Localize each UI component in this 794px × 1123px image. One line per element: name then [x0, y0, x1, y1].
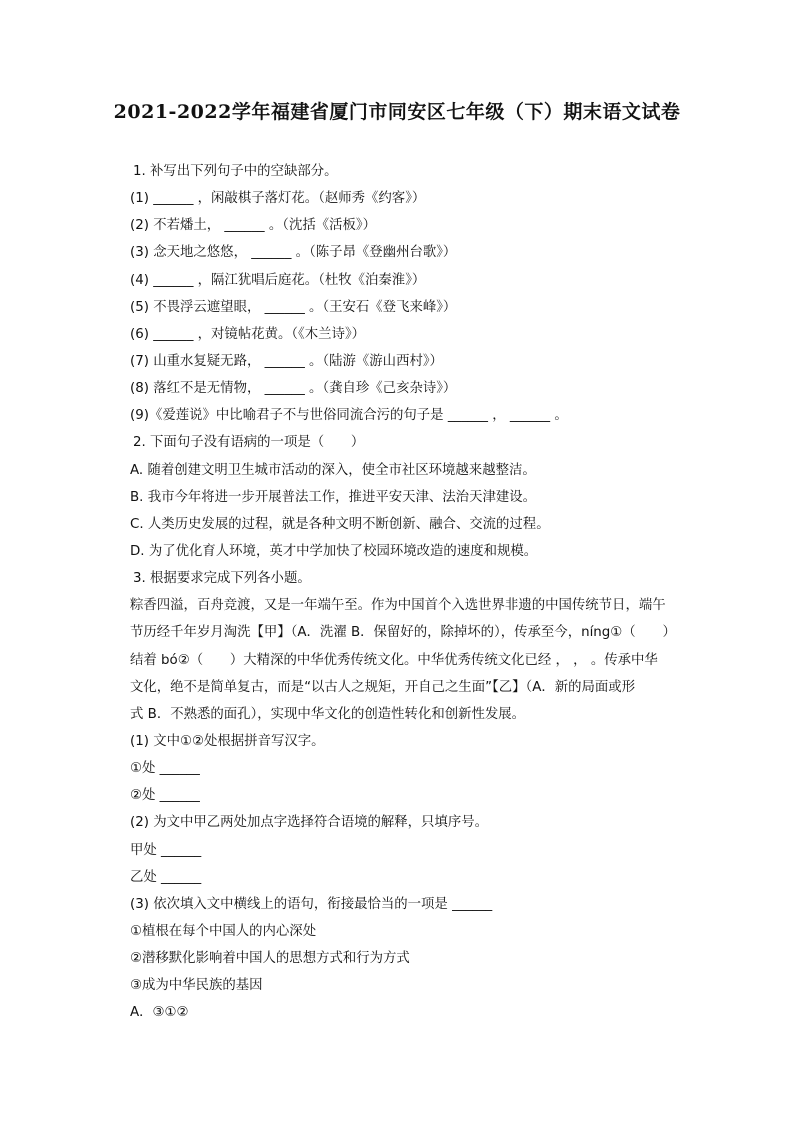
page-title: 2021-2022学年福建省厦门市同安区七年级（下）期末语文试卷	[113, 101, 681, 123]
q3-sub-2: (2) 为文中甲乙两处加点字选择符合语境的解释，只填序号。	[130, 815, 488, 831]
q1-item-9: (9)《爱莲说》中比喻君子不与世俗同流合污的句子是 ______ ， ______ 。	[130, 408, 568, 424]
passage-line-1: 粽香四溢，百舟竞渡，又是一年端午至。作为中国首个入选世界非遗的中国传统节日，端午	[130, 598, 666, 614]
q3-sub-1: (1) 文中①②处根据拼音写汉字。	[130, 733, 325, 749]
exam-content	[130, 158, 690, 1027]
q3-sub-1-answer-2: ②处 ______	[130, 788, 200, 804]
passage-line-4: 文化，绝不是简单复古，而是“以古人之规矩，开自己之生面”【乙】（A．新的局面或形	[130, 679, 636, 695]
q1-item-7: (7) 山重水复疑无路， ______ 。（陆游《游山西村》）	[130, 353, 443, 369]
q1-item-5: (5) 不畏浮云遮望眼， ______ 。（王安石《登飞来峰》）	[130, 299, 457, 315]
question-2-stem: 2. 下面句子没有语病的一项是（ ）	[133, 435, 365, 451]
q3-sub-2-answer-2: 乙处 ______	[130, 869, 202, 885]
q1-item-6: (6) ______ ，对镜帖花黄。（《木兰诗》）	[130, 326, 366, 342]
q2-option-c: C. 人类历史发展的过程，就是各种文明不断创新、融合、交流的过程。	[130, 516, 550, 532]
q3-sub-3-choice-2: ②潜移默化影响着中国人的思想方式和行为方式	[130, 951, 410, 967]
passage-line-3: 结着 bó②（ ）大精深的中华优秀传统文化。中华优秀传统文化已经 ， ， 。传承中华	[130, 652, 658, 668]
q3-sub-3-option-a: A．③①②	[130, 1005, 189, 1021]
q3-sub-3-choice-1: ①植根在每个中国人的内心深处	[130, 923, 317, 939]
question-3-stem: 3. 根据要求完成下列各小题。	[133, 571, 311, 587]
question-1-stem: 1. 补写出下列句子中的空缺部分。	[133, 164, 338, 179]
q3-sub-3: (3) 依次填入文中横线上的语句，衔接最恰当的一项是 ______	[130, 896, 493, 912]
q1-item-3: (3) 念天地之悠悠， ______ 。（陈子昂《登幽州台歌》）	[130, 245, 457, 261]
q2-option-a: A. 随着创建文明卫生城市活动的深入，使全市社区环境越来越整洁。	[130, 462, 536, 478]
passage-line-5: 式 B．不熟悉的面孔），实现中华文化的创造性转化和创新性发展。	[130, 706, 526, 722]
q1-item-4: (4) ______ ，隔江犹唱后庭花。（杜牧《泊秦淮》）	[130, 272, 426, 288]
q1-item-1: (1) ______ ，闲敲棋子落灯花。（赵师秀《约客》）	[130, 191, 426, 207]
q2-option-b: B. 我市今年将进一步开展普法工作，推进平安天津、法治天津建设。	[130, 489, 537, 505]
q2-option-d: D. 为了优化育人环境，英才中学加快了校园环境改造的速度和规模。	[130, 543, 538, 559]
q3-sub-2-answer-1: 甲处 ______	[130, 842, 202, 858]
passage-line-2: 节历经千年岁月淘洗【甲】（A．洗濯 B．保留好的，除掉坏的），传承至今，níng①（ ）	[130, 625, 676, 641]
q1-item-8: (8) 落红不是无情物， ______ 。（龚自珍《己亥杂诗》）	[130, 381, 457, 397]
q3-sub-1-answer-1: ①处 ______	[130, 761, 200, 777]
q1-item-2: (2) 不若燔土， ______ 。（沈括《活板》）	[130, 218, 376, 234]
q3-sub-3-choice-3: ③成为中华民族的基因	[130, 978, 263, 994]
